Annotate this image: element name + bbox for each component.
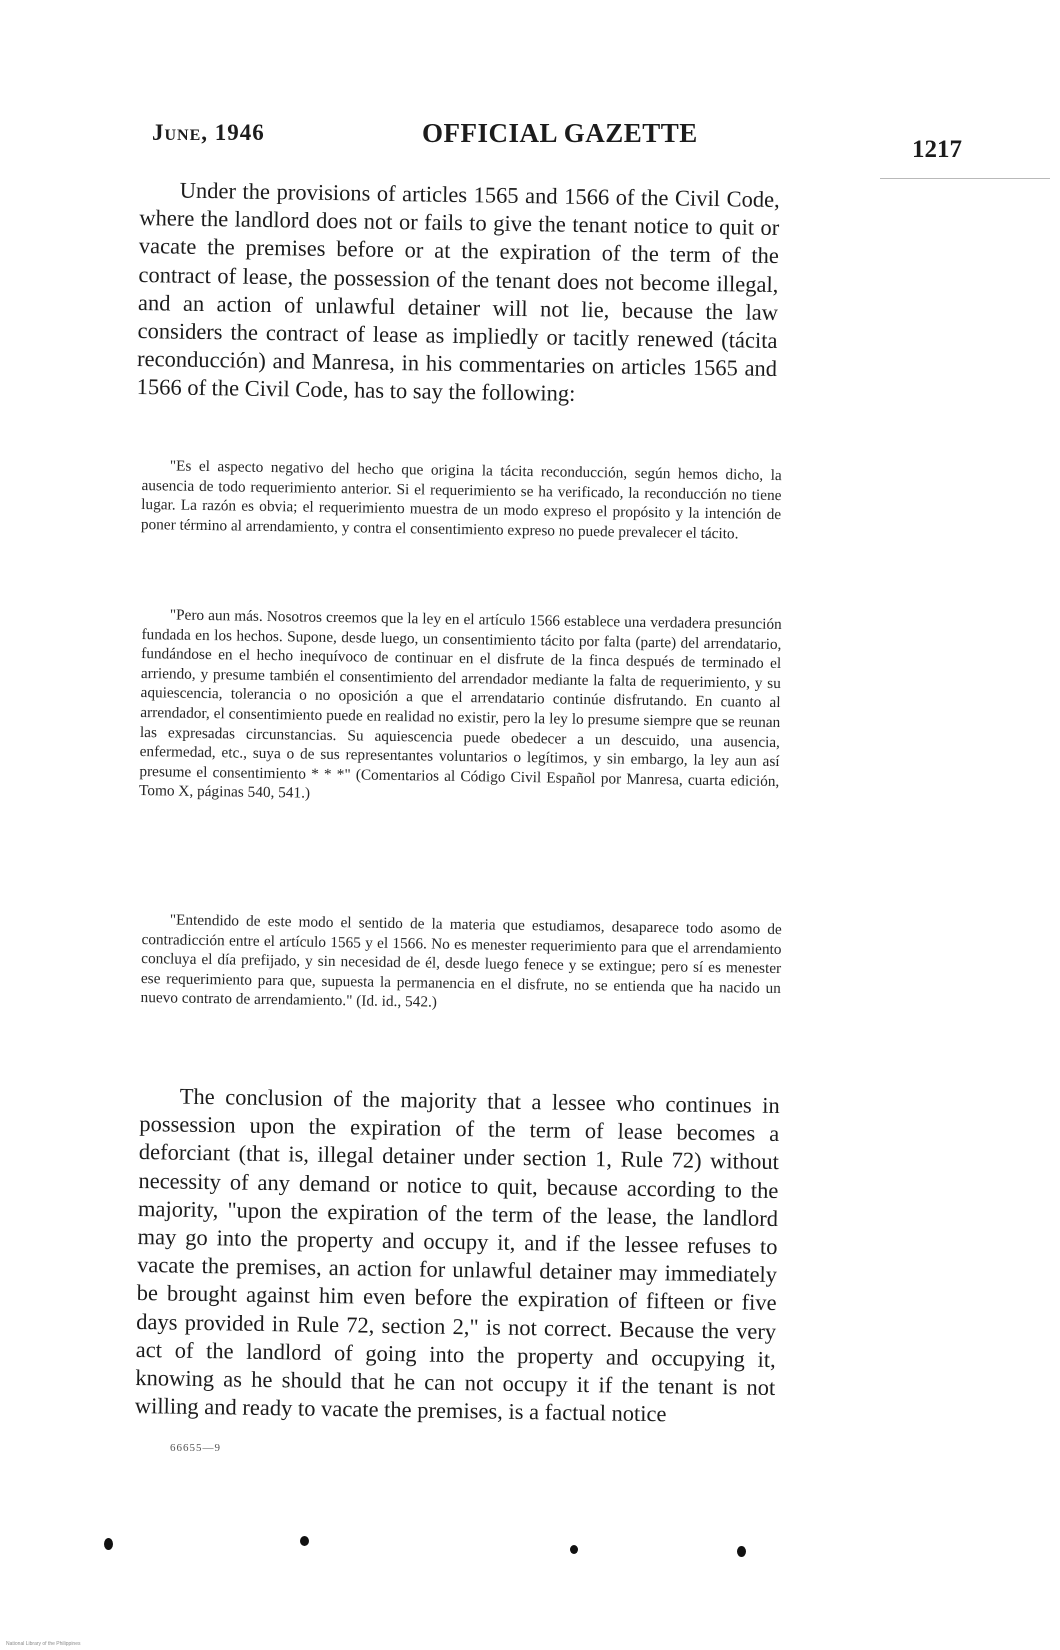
library-credit: National Library of the Philippines	[6, 1641, 81, 1647]
scan-speck	[570, 1545, 578, 1554]
publication-title: OFFICIAL GAZETTE	[422, 118, 698, 148]
scan-speck	[300, 1536, 309, 1546]
page-header	[152, 116, 962, 163]
body-paragraph-intro: Under the provisions of articles 1565 and 1566 of the Civil Code, where the landlord does not or fails to give the tenant notice to quit or vacate the premises before or at the expiration of the term of the contract of lease, the possession of the tenant does not become illegal, and an action of unlawful detainer will not lie, because the law considers the contract of lease as impliedly or tacitly renewed (tácita reconducción) and Manresa, in his commentaries on articles 1565 and 1566 of the Civil Code, has to say the following:	[136, 177, 780, 407]
page-number: 1217	[912, 136, 962, 163]
body-paragraph-conclusion: The conclusion of the majority that a lessee who continues in possession upon the expiration of the term of lease becomes a deforciant (that is, illegal detainer under section 1, Rule 72) without necessity of any demand or notice to quit, because according to the majority, "upon the expiration of the term of the lease, the landlord may go into the property and occupy it, and if the lessee refuses to vacate the premises, an action for unlawful detainer may immediately be brought against him even before the expiration of fifteen or five days provided in Rule 72, section 2," is not correct. Because the very act of the landlord of going into the property and occupying it, knowing as he should that he can not occupy it if the tenant is not willing and ready to vacate the premises, is a factual notice	[134, 1083, 780, 1427]
issue-date: June, 1946	[152, 120, 265, 145]
print-code: 66655—9	[170, 1442, 221, 1454]
scan-speck	[737, 1546, 746, 1557]
quote-paragraph-2: "Pero aun más. Nosotros creemos que la ley en el artículo 1566 establece una verdadera presunción fundada en los hechos. Supone, desde luego, un consentimiento tácito por falta (parte) del arrendatario, fundándose en el hecho inequívoco de continuar en el disfrute de la finca después de terminado el arriendo, y presume también el consentimiento del arrendador mediante la falta de requerimiento, y su aquiescencia, tolerancia o no oposición a que el arrendatario continúe disfrutando. En cuanto al arrendador, el consentimiento puede en realidad no existir, pero la ley lo presume siempre que se reunan las expresadas circunstancias. Su aquiescencia puede obedecer a un descuido, una ausencia, enfermedad, etc., suya o de sus representantes voluntarios o legítimos, y sin embargo, la ley aun así presume el consentimiento * * *" (Comentarios al Código Civil Español por Manresa, cuarta edición, Tomo X, páginas 540, 541.)	[138, 606, 782, 803]
quote-paragraph-1: "Es el aspecto negativo del hecho que origina la tácita reconducción, según hemos dicho, la ausencia de todo requerimiento anterior. Si el requerimiento se ha verificado, la reconducción no tiene lugar. La razón es obvia; el requerimiento muestra de un modo expreso el propósito y la intención de poner término al arrendamiento, y contra el consentimiento expreso no puede prevalecer el tácito.	[140, 457, 782, 543]
header-rule	[880, 178, 1050, 179]
scan-speck	[104, 1538, 113, 1550]
quote-paragraph-3: "Entendido de este modo el sentido de la materia que estudiamos, desaparece todo asomo de contradicción entre el artículo 1565 y el 1566. No es menester requerimiento para que el arrendamiento concluya el día prefijado, y sin necesidad de él, desde luego fenece y se extingue; pero sí es menester ese requerimiento para que, supuesta la permanencia en el disfrute, no se entienda que ha nacido un nuevo contrato de arrendamiento." (Id. id., 542.)	[140, 911, 782, 1012]
